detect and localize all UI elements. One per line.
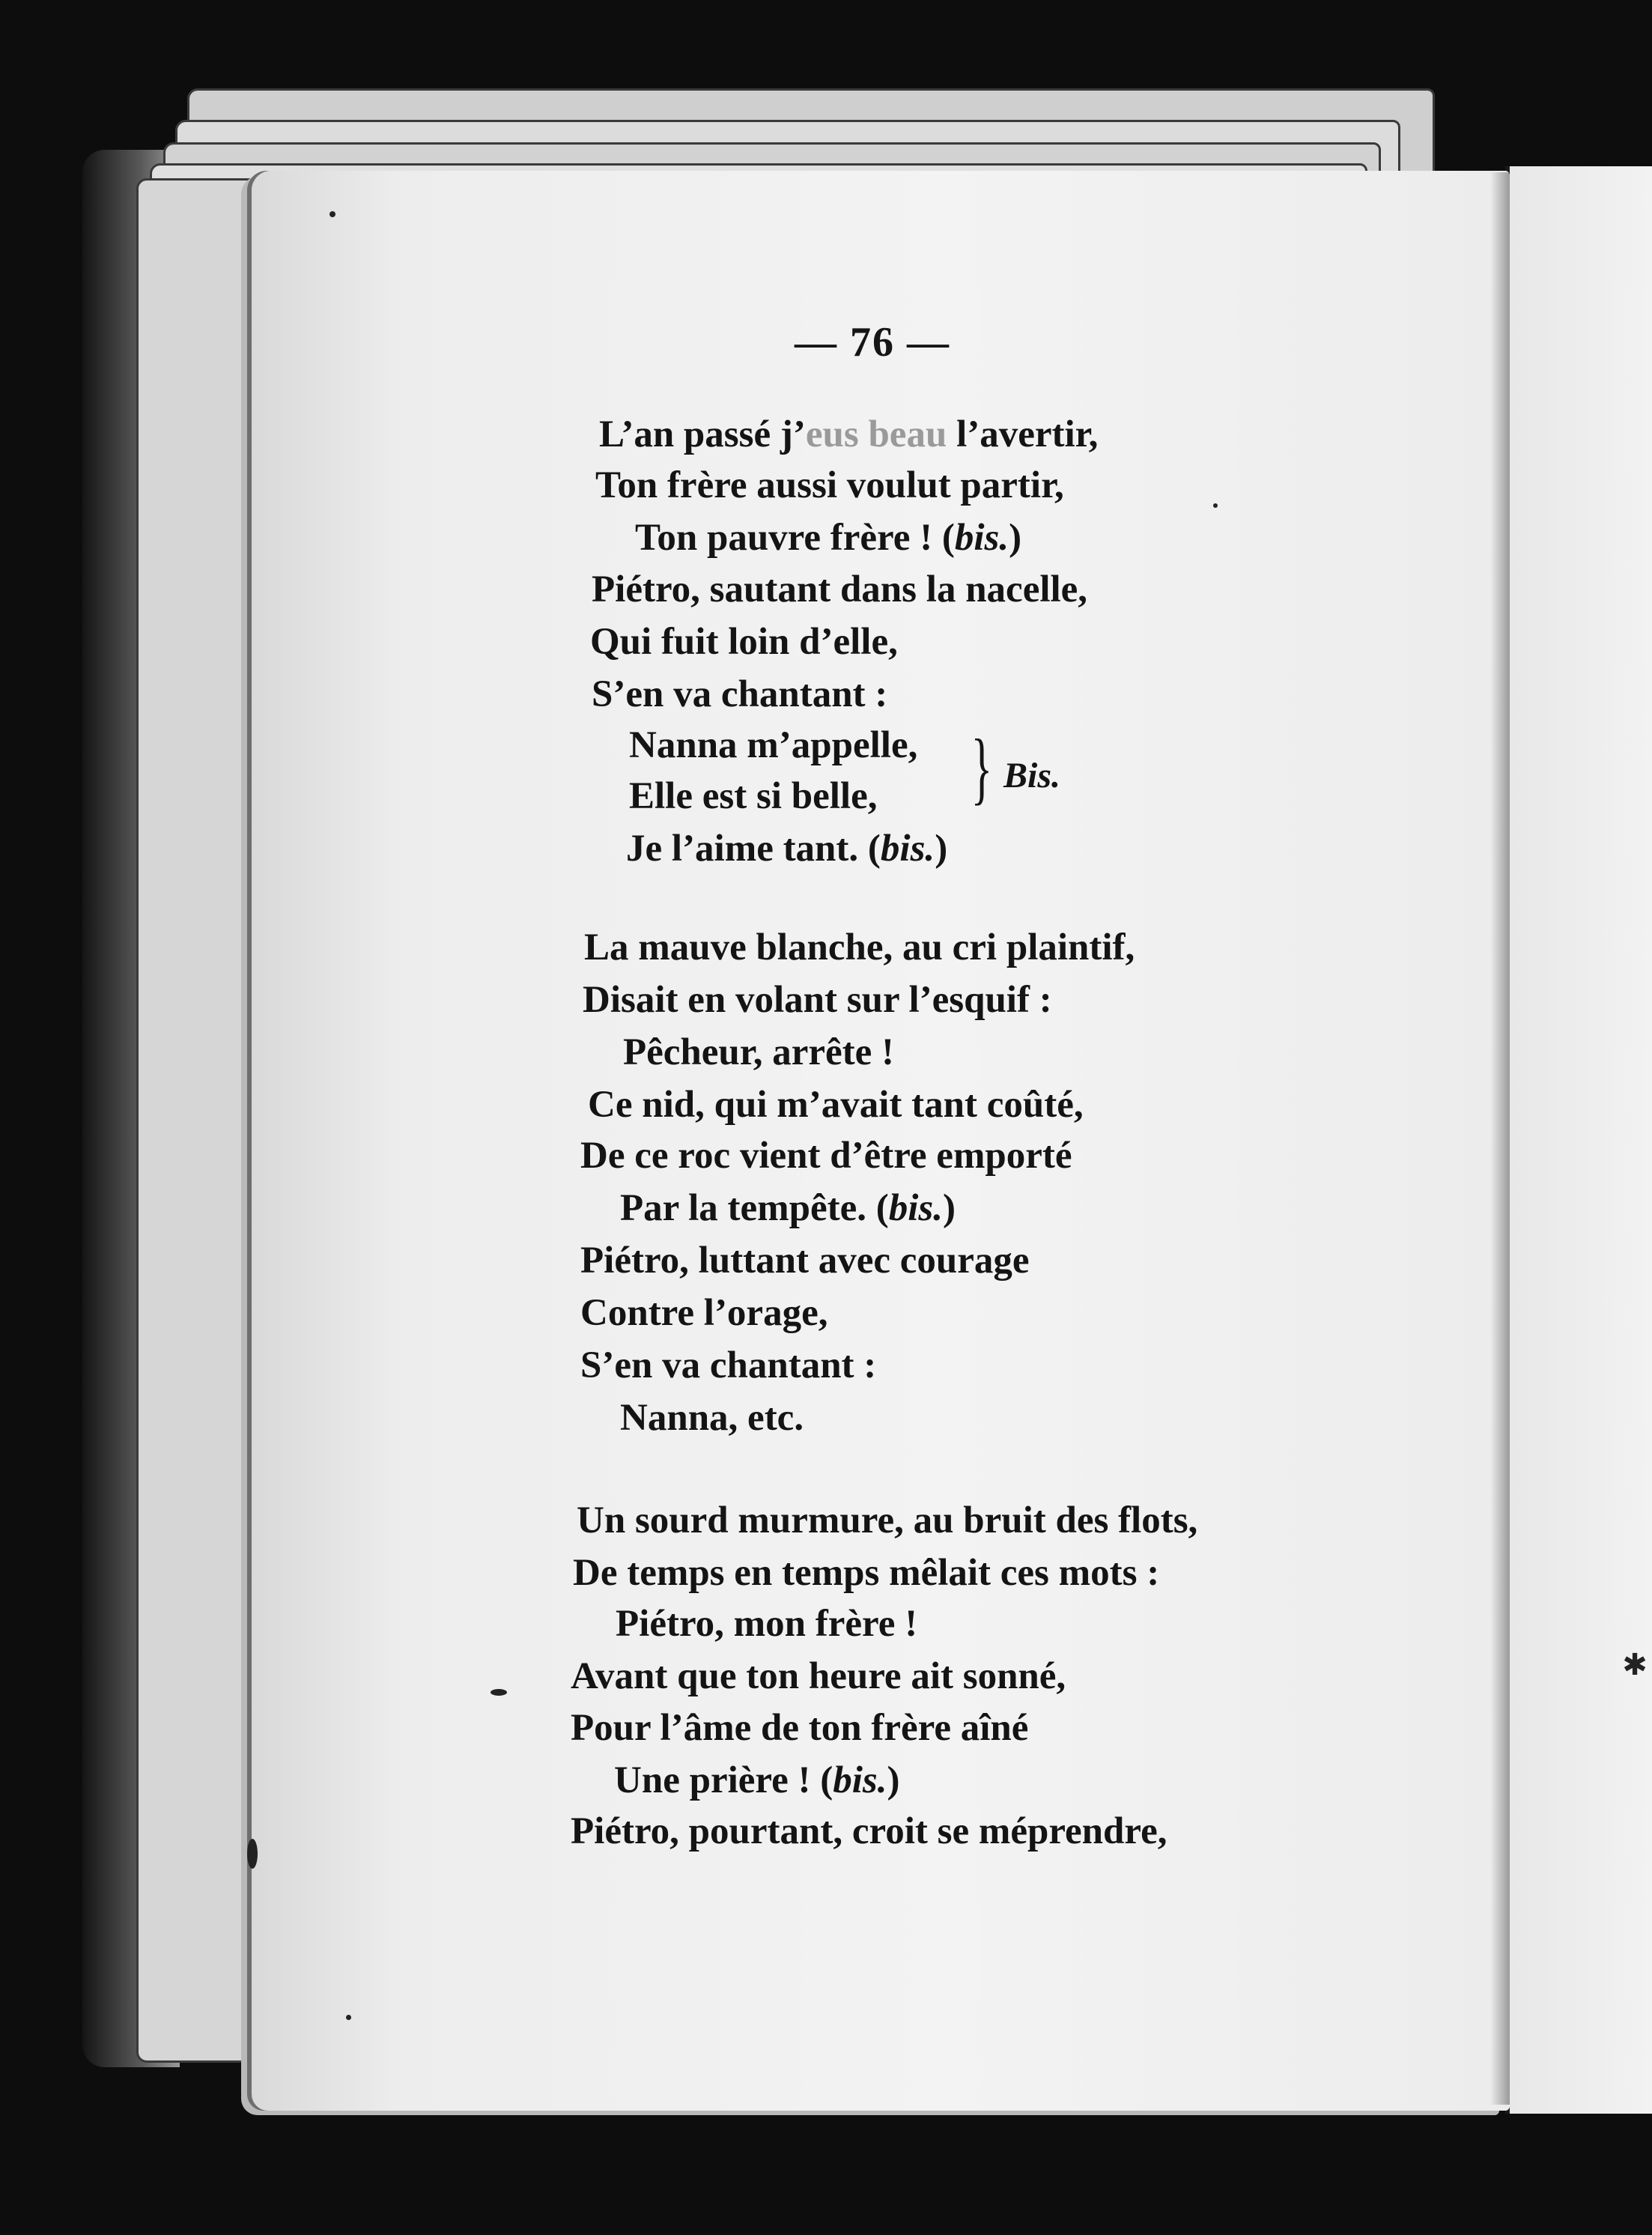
verse-line: Une prière ! (bis.) xyxy=(614,1759,900,1801)
verse-line: De temps en temps mêlait ces mots : xyxy=(573,1552,1160,1594)
verse-line: La mauve blanche, au cri plaintif, xyxy=(584,927,1135,968)
verse-line: Ce nid, qui m’avait tant coûté, xyxy=(588,1084,1084,1126)
verse-line: Nanna, etc. xyxy=(620,1397,804,1439)
paper-speck xyxy=(346,2015,351,2020)
verse-line: S’en va chantant : xyxy=(592,673,888,715)
paper-speck xyxy=(330,211,335,217)
verse-line: Ton pauvre frère ! (bis.) xyxy=(635,517,1022,559)
verse-line: Un sourd murmure, au bruit des flots, xyxy=(577,1499,1198,1541)
verse-line: Nanna m’appelle, xyxy=(629,724,918,766)
verse-line: Pêcheur, arrête ! xyxy=(623,1031,895,1073)
verse-line: Piétro, pourtant, croit se méprendre, xyxy=(571,1810,1167,1852)
verse-line: Elle est si belle, xyxy=(629,775,878,817)
verse-line: L’an passé j’eus beau l’avertir, xyxy=(599,413,1099,455)
gutter-shadow xyxy=(1490,172,1510,2105)
verse-line: Disait en volant sur l’esquif : xyxy=(583,979,1052,1021)
page-number: — 76 — xyxy=(795,319,950,366)
paper-speck xyxy=(491,1689,507,1696)
verse-line: Piétro, mon frère ! xyxy=(616,1603,918,1645)
verse-line: Pour l’âme de ton frère aîné xyxy=(571,1707,1029,1749)
verse-line: Piétro, luttant avec courage xyxy=(580,1240,1030,1282)
verse-line: Qui fuit loin d’elle, xyxy=(590,621,898,663)
facing-page-mark: ✱ xyxy=(1618,1648,1652,1682)
facing-page xyxy=(1505,166,1652,2114)
repeat-label: Bis. xyxy=(1003,756,1061,795)
verse-line: Contre l’orage, xyxy=(580,1292,828,1334)
verse-line: De ce roc vient d’être emporté xyxy=(580,1135,1072,1177)
verse-line: Je l’aime tant. (bis.) xyxy=(626,828,948,870)
repeat-brace: } xyxy=(971,724,993,813)
verse-line: Ton frère aussi voulut partir, xyxy=(595,464,1064,506)
paper-speck xyxy=(247,1839,258,1869)
verse-line: Par la tempête. (bis.) xyxy=(620,1187,956,1229)
verse-line: Avant que ton heure ait sonné, xyxy=(571,1655,1066,1697)
paper-speck xyxy=(1213,503,1218,508)
verse-line: Piétro, sautant dans la nacelle, xyxy=(592,568,1088,610)
verse-line: S’en va chantant : xyxy=(580,1344,877,1386)
